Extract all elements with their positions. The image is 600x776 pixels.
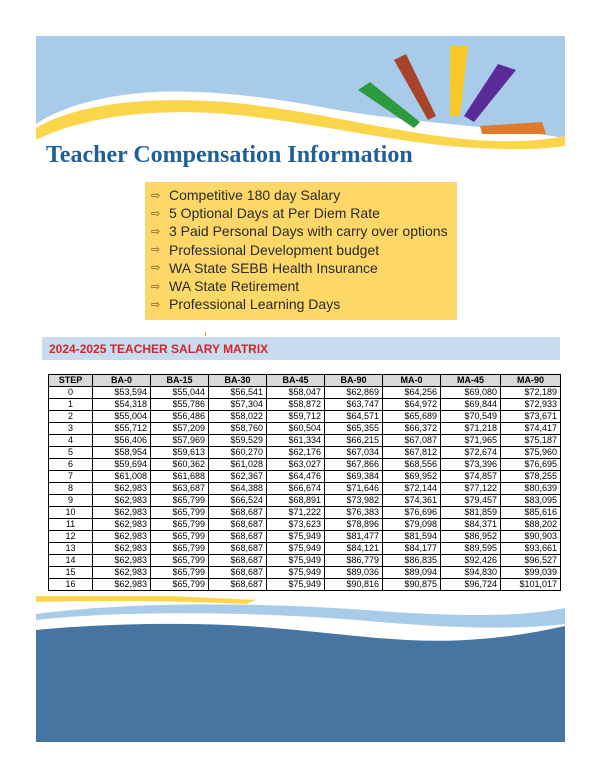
salary-cell: $66,524	[209, 495, 267, 507]
salary-cell: $60,270	[209, 447, 267, 459]
salary-cell: $57,969	[151, 435, 209, 447]
salary-cell: $81,594	[383, 531, 441, 543]
salary-cell: $73,623	[267, 519, 325, 531]
salary-cell: $65,799	[151, 555, 209, 567]
salary-cell: $60,362	[151, 459, 209, 471]
benefit-text: WA State SEBB Health Insurance	[169, 259, 378, 276]
salary-cell: $67,034	[325, 447, 383, 459]
salary-cell: $84,371	[441, 519, 501, 531]
arrow-right-icon: ⇨	[151, 280, 161, 293]
table-row	[49, 411, 561, 423]
salary-cell: $55,004	[93, 411, 151, 423]
divider-tick	[205, 332, 206, 336]
salary-cell: $72,933	[501, 399, 561, 411]
salary-cell: $70,549	[441, 411, 501, 423]
yellow-stripe	[36, 596, 256, 604]
salary-cell: $83,095	[501, 495, 561, 507]
step-cell: 12	[49, 531, 93, 543]
salary-cell: $89,036	[325, 567, 383, 579]
salary-cell: $61,334	[267, 435, 325, 447]
column-header: MA-45	[441, 375, 501, 387]
arrow-right-icon: ⇨	[151, 244, 161, 257]
column-header: BA-15	[151, 375, 209, 387]
salary-cell: $71,965	[441, 435, 501, 447]
salary-cell: $86,779	[325, 555, 383, 567]
salary-cell: $67,866	[325, 459, 383, 471]
salary-cell: $74,417	[501, 423, 561, 435]
step-cell: 10	[49, 507, 93, 519]
salary-cell: $58,047	[267, 387, 325, 399]
table-row	[49, 507, 561, 519]
salary-cell: $58,872	[267, 399, 325, 411]
table-body	[49, 387, 561, 591]
salary-cell: $75,949	[267, 531, 325, 543]
salary-cell: $75,949	[267, 567, 325, 579]
salary-cell: $61,008	[93, 471, 151, 483]
benefit-item	[145, 204, 457, 222]
salary-cell: $60,504	[267, 423, 325, 435]
salary-cell: $67,812	[383, 447, 441, 459]
benefit-item	[145, 277, 457, 295]
salary-cell: $101,017	[501, 579, 561, 591]
salary-cell: $59,613	[151, 447, 209, 459]
flyer-page	[36, 36, 565, 742]
salary-cell: $89,094	[383, 567, 441, 579]
step-cell: 13	[49, 543, 93, 555]
salary-cell: $78,896	[325, 519, 383, 531]
step-cell: 2	[49, 411, 93, 423]
salary-cell: $72,189	[501, 387, 561, 399]
step-cell: 9	[49, 495, 93, 507]
salary-cell: $80,639	[501, 483, 561, 495]
salary-cell: $59,694	[93, 459, 151, 471]
salary-cell: $84,121	[325, 543, 383, 555]
salary-cell: $58,022	[209, 411, 267, 423]
salary-cell: $76,383	[325, 507, 383, 519]
matrix-title-bar	[42, 337, 560, 360]
salary-cell: $69,952	[383, 471, 441, 483]
salary-cell: $62,983	[93, 567, 151, 579]
step-cell: 14	[49, 555, 93, 567]
salary-cell: $99,039	[501, 567, 561, 579]
column-header: BA-30	[209, 375, 267, 387]
salary-cell: $65,799	[151, 519, 209, 531]
table-row	[49, 471, 561, 483]
salary-cell: $62,176	[267, 447, 325, 459]
salary-cell: $81,859	[441, 507, 501, 519]
benefit-text: 5 Optional Days at Per Diem Rate	[169, 205, 380, 222]
arrow-right-icon: ⇨	[151, 262, 161, 275]
salary-cell: $63,747	[325, 399, 383, 411]
step-cell: 1	[49, 399, 93, 411]
salary-cell: $74,361	[383, 495, 441, 507]
salary-cell: $68,687	[209, 531, 267, 543]
salary-cell: $63,687	[151, 483, 209, 495]
column-header: BA-90	[325, 375, 383, 387]
salary-cell: $78,255	[501, 471, 561, 483]
table-row	[49, 495, 561, 507]
salary-cell: $68,687	[209, 543, 267, 555]
salary-cell: $58,760	[209, 423, 267, 435]
table-row	[49, 447, 561, 459]
arrow-right-icon: ⇨	[151, 189, 161, 202]
salary-cell: $59,529	[209, 435, 267, 447]
salary-cell: $68,687	[209, 519, 267, 531]
salary-cell: $62,983	[93, 531, 151, 543]
salary-cell: $64,972	[383, 399, 441, 411]
salary-cell: $62,983	[93, 555, 151, 567]
salary-cell: $71,222	[267, 507, 325, 519]
step-cell: 3	[49, 423, 93, 435]
salary-cell: $59,712	[267, 411, 325, 423]
benefit-text: 3 Paid Personal Days with carry over options	[169, 223, 448, 240]
table-row	[49, 543, 561, 555]
salary-cell: $74,857	[441, 471, 501, 483]
step-cell: 15	[49, 567, 93, 579]
benefit-item	[145, 222, 457, 240]
salary-cell: $77,122	[441, 483, 501, 495]
salary-cell: $55,044	[151, 387, 209, 399]
salary-cell: $54,318	[93, 399, 151, 411]
salary-cell: $73,982	[325, 495, 383, 507]
salary-cell: $56,486	[151, 411, 209, 423]
salary-cell: $73,671	[501, 411, 561, 423]
salary-cell: $61,028	[209, 459, 267, 471]
salary-cell: $84,177	[383, 543, 441, 555]
salary-matrix-table	[48, 374, 561, 591]
salary-cell: $55,712	[93, 423, 151, 435]
salary-cell: $66,372	[383, 423, 441, 435]
salary-cell: $65,355	[325, 423, 383, 435]
table-row	[49, 519, 561, 531]
salary-cell: $64,256	[383, 387, 441, 399]
salary-cell: $65,799	[151, 507, 209, 519]
salary-cell: $68,891	[267, 495, 325, 507]
dark-blue-wave	[36, 624, 565, 742]
step-cell: 5	[49, 447, 93, 459]
salary-cell: $53,594	[93, 387, 151, 399]
salary-cell: $89,595	[441, 543, 501, 555]
salary-cell: $66,674	[267, 483, 325, 495]
salary-cell: $57,304	[209, 399, 267, 411]
salary-cell: $62,983	[93, 483, 151, 495]
salary-cell: $93,661	[501, 543, 561, 555]
salary-cell: $65,799	[151, 543, 209, 555]
salary-cell: $69,384	[325, 471, 383, 483]
salary-cell: $79,457	[441, 495, 501, 507]
benefit-item	[145, 241, 457, 259]
page-title: Teacher Compensation Information	[46, 142, 413, 168]
arrow-right-icon: ⇨	[151, 298, 161, 311]
salary-cell: $73,396	[441, 459, 501, 471]
benefit-text: Professional Development budget	[169, 241, 380, 258]
salary-cell: $64,388	[209, 483, 267, 495]
salary-cell: $58,954	[93, 447, 151, 459]
salary-cell: $67,087	[383, 435, 441, 447]
salary-cell: $62,869	[325, 387, 383, 399]
salary-cell: $88,202	[501, 519, 561, 531]
step-cell: 0	[49, 387, 93, 399]
salary-cell: $62,983	[93, 507, 151, 519]
footer-graphic	[36, 596, 565, 742]
salary-cell: $90,875	[383, 579, 441, 591]
salary-cell: $62,367	[209, 471, 267, 483]
salary-cell: $75,187	[501, 435, 561, 447]
salary-cell: $66,215	[325, 435, 383, 447]
salary-cell: $75,949	[267, 543, 325, 555]
table-row	[49, 531, 561, 543]
salary-cell: $94,830	[441, 567, 501, 579]
salary-cell: $72,144	[383, 483, 441, 495]
salary-cell: $63,027	[267, 459, 325, 471]
column-header: BA-45	[267, 375, 325, 387]
table-row	[49, 399, 561, 411]
salary-cell: $65,689	[383, 411, 441, 423]
salary-cell: $69,844	[441, 399, 501, 411]
salary-cell: $96,527	[501, 555, 561, 567]
salary-cell: $86,952	[441, 531, 501, 543]
column-header: MA-0	[383, 375, 441, 387]
benefit-text: WA State Retirement	[169, 278, 300, 295]
table-row	[49, 459, 561, 471]
salary-cell: $62,983	[93, 543, 151, 555]
table-row	[49, 423, 561, 435]
benefit-text: Competitive 180 day Salary	[169, 187, 341, 204]
step-cell: 4	[49, 435, 93, 447]
step-cell: 16	[49, 579, 93, 591]
salary-cell: $56,406	[93, 435, 151, 447]
table-row	[49, 579, 561, 591]
column-header: BA-0	[93, 375, 151, 387]
matrix-title: 2024-2025 TEACHER SALARY MATRIX	[49, 342, 269, 356]
arrow-right-icon: ⇨	[151, 207, 161, 220]
salary-cell: $65,799	[151, 495, 209, 507]
step-cell: 11	[49, 519, 93, 531]
benefit-item	[145, 186, 457, 204]
salary-cell: $96,724	[441, 579, 501, 591]
table-row	[49, 387, 561, 399]
salary-cell: $75,960	[501, 447, 561, 459]
salary-cell: $64,476	[267, 471, 325, 483]
salary-cell: $76,696	[383, 507, 441, 519]
salary-cell: $65,799	[151, 531, 209, 543]
benefit-text: Professional Learning Days	[169, 296, 341, 313]
salary-cell: $62,983	[93, 495, 151, 507]
salary-cell: $68,687	[209, 507, 267, 519]
salary-cell: $62,983	[93, 519, 151, 531]
salary-cell: $76,695	[501, 459, 561, 471]
salary-cell: $92,426	[441, 555, 501, 567]
salary-cell: $90,903	[501, 531, 561, 543]
salary-cell: $69,080	[441, 387, 501, 399]
salary-cell: $61,688	[151, 471, 209, 483]
salary-cell: $65,799	[151, 567, 209, 579]
table-row	[49, 435, 561, 447]
table-row	[49, 567, 561, 579]
salary-cell: $90,816	[325, 579, 383, 591]
salary-cell: $71,218	[441, 423, 501, 435]
salary-cell: $56,541	[209, 387, 267, 399]
salary-cell: $71,646	[325, 483, 383, 495]
salary-cell: $79,098	[383, 519, 441, 531]
arrow-right-icon: ⇨	[151, 225, 161, 238]
benefits-box	[145, 182, 457, 320]
salary-cell: $68,556	[383, 459, 441, 471]
step-cell: 8	[49, 483, 93, 495]
salary-cell: $62,983	[93, 579, 151, 591]
salary-cell: $55,786	[151, 399, 209, 411]
benefit-item	[145, 295, 457, 313]
salary-cell: $75,949	[267, 555, 325, 567]
salary-cell: $57,209	[151, 423, 209, 435]
salary-cell: $72,674	[441, 447, 501, 459]
salary-cell: $68,687	[209, 567, 267, 579]
salary-cell: $85,616	[501, 507, 561, 519]
salary-cell: $75,949	[267, 579, 325, 591]
table-row	[49, 555, 561, 567]
column-header: MA-90	[501, 375, 561, 387]
table-row	[49, 483, 561, 495]
step-cell: 7	[49, 471, 93, 483]
salary-cell: $65,799	[151, 579, 209, 591]
salary-cell: $64,571	[325, 411, 383, 423]
step-cell: 6	[49, 459, 93, 471]
table-header-row	[49, 375, 561, 387]
salary-cell: $68,687	[209, 555, 267, 567]
salary-cell: $81,477	[325, 531, 383, 543]
column-header: STEP	[49, 375, 93, 387]
salary-cell: $68,687	[209, 579, 267, 591]
salary-cell: $86,835	[383, 555, 441, 567]
benefit-item	[145, 259, 457, 277]
